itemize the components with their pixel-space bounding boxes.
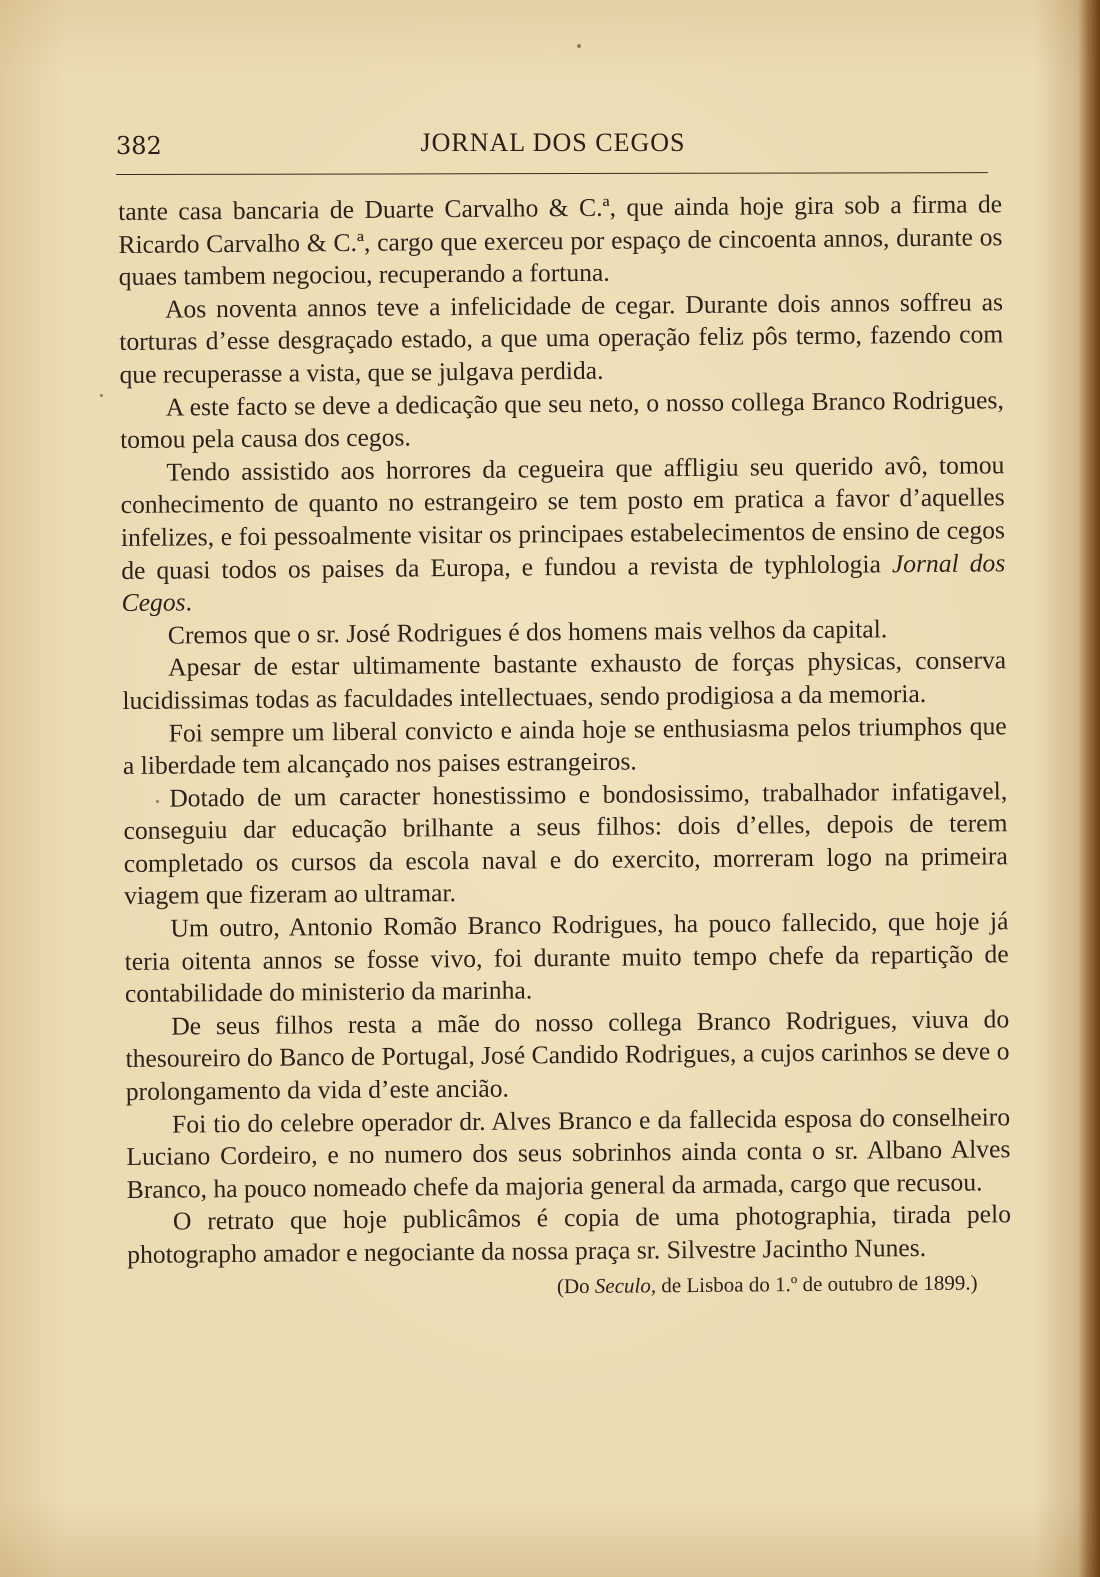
article-body [118,188,1012,1303]
page-number: 382 [116,132,162,160]
paragraph-text: Tendo assistido aos horrores da cegueira que affligiu seu querido avô, tomou conhecimento de quanto no estrangeiro se tem posto em pratica a favor d’aquelles infelizes, e foi pessoalmente visitar os principaes estabelecimentos de ensino de cegos de quasi todos os paises da Europa, e fundou a revista de typhlologia [120,450,1006,585]
paragraph: tante casa bancaria de Duarte Carvalho & C.ª, que ainda hoje gira sob a firma de Ricardo Carvalho & C.ª, cargo que exerceu por espaço de cincoenta annos, durante os quaes tambem negociou, recuperando a fortuna. [118,189,1003,292]
page-header [116,122,990,172]
paragraph: De seus filhos resta a mãe do nosso collega Branco Rodrigues, viuva do thesoureiro do Banco de Portugal, José Candido Rodrigues, a cujos carinhos se deve o prolongamento da vida d’este ancião. [125,1004,1010,1106]
paragraph: O retrato que hoje publicâmos é copia de uma photographia, tirada pelo photographo amador e negociante da nossa praça sr. Silvestre Jacintho Nunes. [127,1199,1012,1269]
paragraph [120,449,1005,620]
paragraph: Cremos que o sr. José Rodrigues é dos homens mais velhos da capital. [167,614,888,650]
header-rule [116,172,988,175]
paragraph-text: . [185,587,193,617]
paragraph: Apesar de estar ultimamente bastante exhausto de forças physicas, conserva lucidissimas todas as faculdades intellectuaes, sendo prodigiosa a da memoria. [122,645,1007,715]
paragraph: A este facto se deve a dedicação que seu neto, o nosso collega Branco Rodrigues, tomou pela causa dos cegos. [119,384,1004,455]
credit-suffix: de Lisboa do 1.º de outubro de 1899.) [655,1270,978,1297]
page-edge-shadow [1078,0,1100,1577]
paper-speck [100,394,103,397]
paragraph: Aos noventa annos teve a infelicidade de cegar. Durante dois annos soffreu as torturas d’esse desgraçado estado, a que uma operação feliz pôs termo, fazendo com que recuperasse a vista, que se julgava perdida. [119,287,1004,389]
source-credit [127,1268,1011,1304]
paragraph: Dotado de um caracter honestissimo e bondosissimo, trabalhador infatigavel, conseguiu dar educação brilhante a seus filhos: dois d’elles, depois de terem completado os cursos da escola naval e do exercito, morreram logo na primeira viagem que fizeram ao ultramar. [123,775,1008,911]
paragraph: Foi tio do celebre operador dr. Alves Branco e da fallecida esposa do conselheiro Luciano Cordeiro, e no numero dos seus sobrinhos ainda conta o sr. Albano Alves Branco, ha pouco nomeado chefe da majoria general da armada, cargo que recusou. [126,1101,1011,1204]
paragraph: Foi sempre um liberal convicto e ainda hoje se enthusiasma pelos triumphos que a liberdade tem alcançado nos paises estrangeiros. [122,710,1007,781]
paper-speck [577,44,581,48]
journal-title: Jornal dos Cegos [121,547,1006,618]
paper-speck [156,800,159,803]
credit-prefix: (Do [556,1273,595,1298]
credit-source: Seculo, [594,1272,657,1298]
paragraph: Um outro, Antonio Romão Branco Rodrigues, ha pouco fallecido, que hoje já teria oitenta annos se fosse vivo, foi durante muito tempo chefe da repartição de contabilidade do ministerio da marinha. [124,906,1009,1009]
running-head: JORNAL DOS CEGOS [420,128,686,157]
